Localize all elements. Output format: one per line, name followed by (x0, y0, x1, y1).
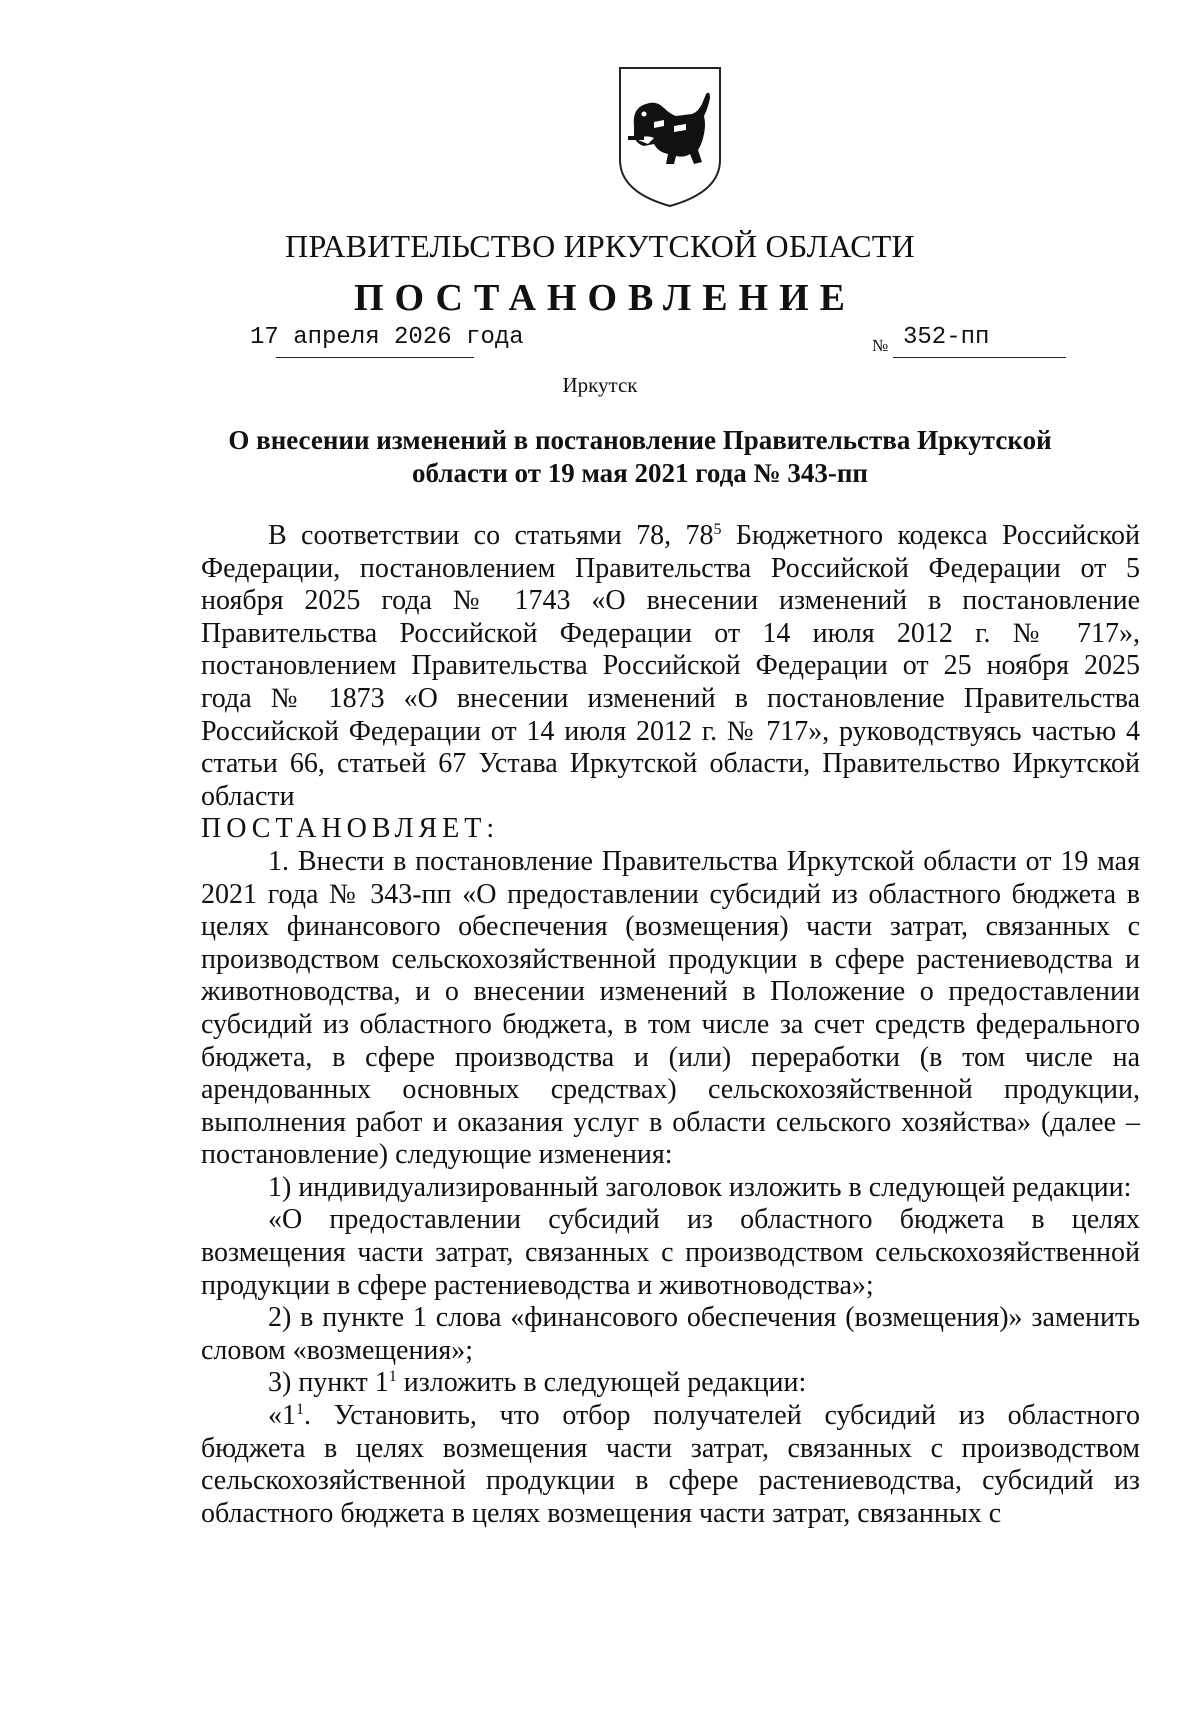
subitem-2-paragraph: 2) в пункте 1 слова «финансового обеспечения (возмещения)» заменить словом «возмещения»; (201, 1302, 1140, 1366)
subitem-1-paragraph: 1) индивидуализированный заголовок изложить в следующей редакции: (268, 1171, 1132, 1203)
document-date: 17 апреля 2026 года (250, 324, 524, 351)
subitem-3-text: 3) пункт 1 (268, 1367, 389, 1399)
subitem-3-superscript: 1 (388, 1368, 397, 1386)
number-underline (893, 357, 1066, 358)
preamble-superscript: 5 (713, 521, 722, 538)
preamble-text-continued: Бюджетного кодекса Российской Федерации, постановлением Правительства Российской Федерации от 5 ноября 2025 года № 1743 «О внесении изменений в постановление Правительства Российской Федерации от 14 июля 2012 г. № 717», постановлением Правительства Российской Федерации от 25 ноября 2025 года № 1873 «О внесении изменений в постановление Правительства Российской Федерации от 14 июля 2012 г. № 717», руководствуясь частью 4 статьи 66, статьей 67 Устава Иркутской области, Правительство Иркутской области (201, 520, 1140, 812)
document-title-line-1: О внесении изменений в постановление Правительства Иркутской (228, 425, 1052, 455)
city-name: Иркутск (562, 373, 638, 397)
subitem-3-text-continued: изложить в следующей редакции: (396, 1367, 807, 1399)
number-sign: № (872, 336, 889, 355)
document-type-heading: ПОСТАНОВЛЕНИЕ (353, 277, 857, 319)
quote-1-paragraph: «О предоставлении субсидий из областного бюджета в целях возмещения части затрат, связанных с производством сельскохозяйственной продукции в сфере растениеводства и животноводства»; (201, 1204, 1140, 1301)
date-underline (276, 357, 474, 358)
quote-2-text-continued: . Установить, что отбор получателей субсидий из областного бюджета в целях возмещения части затрат, связанных с производством сельскохозяйственной продукции в сфере растениеводства, субсидий из областного бюджета в целях возмещения части затрат, связанных с (201, 1400, 1140, 1529)
quote-2-paragraph (201, 1400, 1140, 1530)
irkutsk-coat-of-arms-babr-icon (614, 64, 726, 210)
quote-2-superscript: 1 (296, 1401, 304, 1419)
preamble-paragraph (201, 520, 1140, 813)
quote-2-text: «1 (268, 1400, 296, 1432)
document-title (200, 424, 1080, 490)
document-number: 352-пп (903, 324, 990, 351)
government-name: ПРАВИТЕЛЬСТВО ИРКУТСКОЙ ОБЛАСТИ (285, 228, 915, 264)
resolves-heading: ПОСТАНОВЛЯЕТ: (201, 813, 500, 845)
coat-of-arms-emblem (614, 64, 726, 210)
document-body (201, 520, 1140, 1530)
subitem-3-paragraph (201, 1367, 1140, 1400)
preamble-text: В соответствии со статьями 78, 78 (268, 520, 714, 551)
document-title-line-2: области от 19 мая 2021 года № 343-пп (412, 458, 868, 488)
item-1-paragraph: 1. Внести в постановление Правительства Иркутской области от 19 мая 2021 года № 343-пп «О предоставлении субсидий из областного бюджета в целях финансового обеспечения (возмещения) части затрат, связанных с производством сельскохозяйственной продукции в сфере растениеводства и животноводства, и о внесении изменений в Положение о предоставлении субсидий из областного бюджета, в том числе за счет средств федерального бюджета, в сфере производства и (или) переработки (в том числе на арендованных основных средствах) сельскохозяйственной продукции, выполнения работ и оказания услуг в области сельского хозяйства» (далее – постановление) следующие изменения: (201, 845, 1140, 1171)
